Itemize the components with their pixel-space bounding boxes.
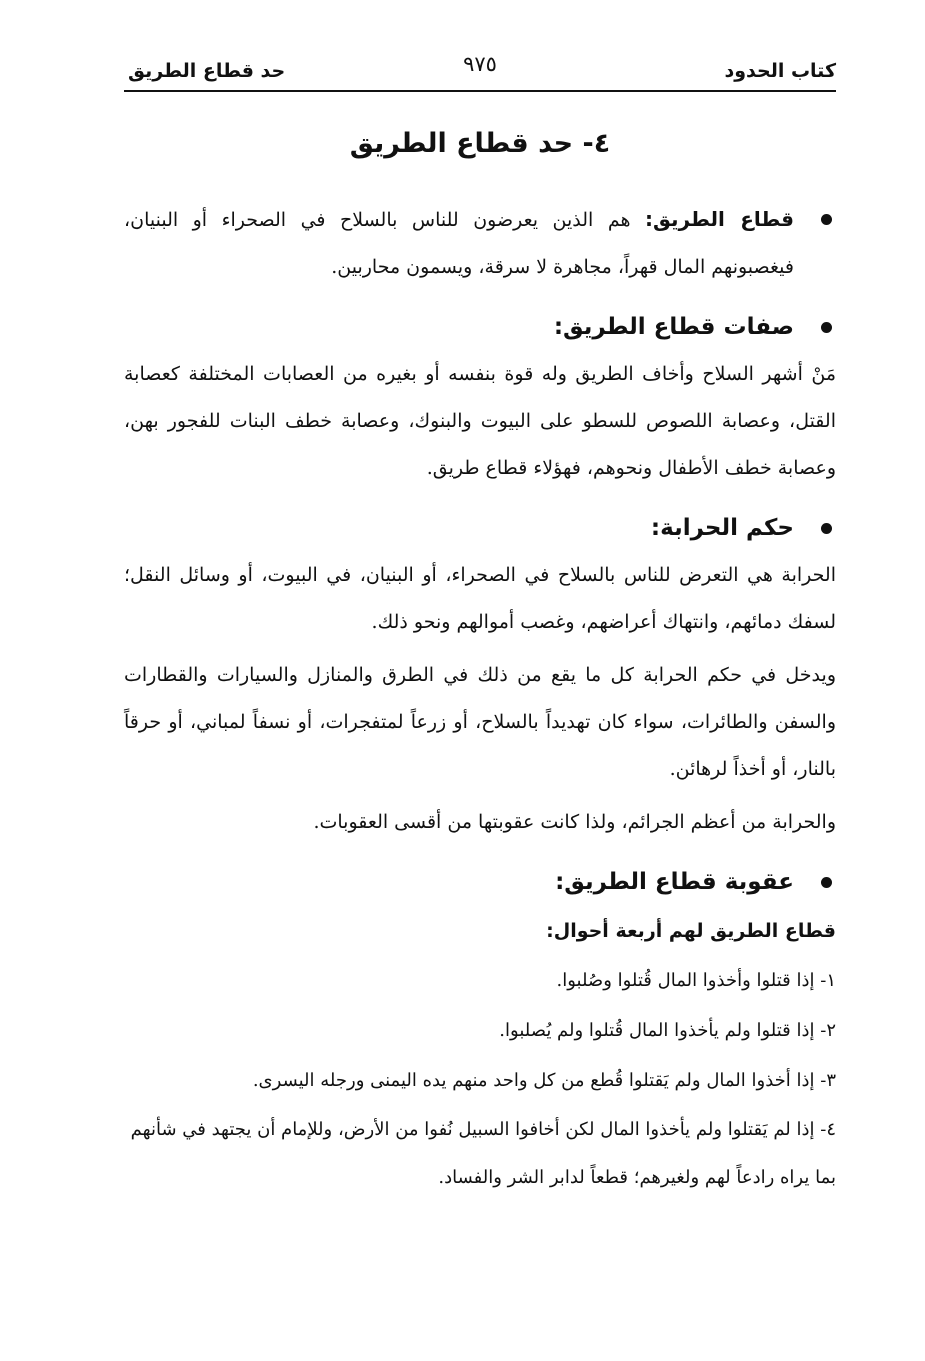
running-head-book-title: كتاب الحدود — [724, 60, 836, 82]
bullet-icon — [821, 322, 832, 333]
section-definition — [124, 196, 836, 291]
bullet-icon — [821, 523, 832, 534]
definition-lead: قطاع الطريق: — [644, 207, 794, 231]
list-item: ١- إذا قتلوا وأخذوا المال قُتلوا وصُلبوا. — [556, 970, 836, 991]
list-item: ٢- إذا قتلوا ولم يأخذوا المال قُتلوا ولم يُصلبوا. — [499, 1020, 836, 1041]
definition-paragraph — [124, 196, 794, 291]
section-punishment — [124, 858, 836, 1202]
page-body — [124, 118, 836, 1214]
bullet-icon — [821, 214, 832, 225]
running-head-section-title: حد قطاع الطريق — [128, 60, 286, 82]
section-heading: صفات قطاع الطريق: — [553, 314, 794, 340]
ruling-paragraph: الحرابة هي التعرض للناس بالسلاح في الصحراء، أو البنيان، في البيوت، أو وسائل النقل؛ لسفك دمائهم، وانتهاك أعراضهم، وغصب أموالهم ونحو ذلك. — [124, 564, 836, 633]
section-ruling — [124, 504, 836, 846]
punishment-subheading: قطاع الطريق لهم أربعة أحوال: — [546, 920, 836, 942]
definition-text: هم الذين يعرضون للناس بالسلاح في الصحراء أو البنيان، فيغصبونهم المال قهراً، مجاهرة لا سرقة، ويسمون محاربين. — [124, 209, 794, 278]
characteristics-paragraph: مَنْ أشهر السلاح وأخاف الطريق وله قوة بنفسه أو بغيره من العصابات المختلفة كعصابة القتل، وعصابة اللصوص للسطو على البيوت والبنوك، وعصابة خطف البنات للفجور بهن، وعصابة خطف الأطفال ونحوهم، فهؤلاء قطاع طريق. — [124, 363, 836, 479]
chapter-title: ٤- حد قطاع الطريق — [349, 128, 611, 159]
list-item: ٣- إذا أخذوا المال ولم يَقتلوا قُطع من كل واحد منهم يده اليمنى ورجله اليسرى. — [252, 1070, 836, 1091]
ruling-paragraph: ويدخل في حكم الحرابة كل ما يقع من ذلك في الطرق والمنازل والسيارات والقطارات والسفن والطائرات، سواء كان تهديداً بالسلاح، أو زرعاً لمتفجرات، أو نسفاً لمباني، أو حرقاً بالنار، أو أخذاً لرهائن. — [124, 664, 836, 780]
section-heading: عقوبة قطاع الطريق: — [555, 869, 794, 895]
section-characteristics — [124, 303, 836, 492]
section-heading: حكم الحرابة: — [650, 515, 794, 541]
ruling-paragraph: والحرابة من أعظم الجرائم، ولذا كانت عقوبتها من أقسى العقوبات. — [313, 811, 836, 833]
page-number: ٩٧٥ — [463, 52, 497, 76]
list-item: ٤- إذا لم يَقتلوا ولم يأخذوا المال لكن أخافوا السبيل نُفوا من الأرض، وللإمام أن يجتهد في شأنهم بما يراه رادعاً لهم ولغيرهم؛ قطعاً لدابر الشر والفساد. — [130, 1119, 836, 1188]
page-header — [124, 50, 836, 92]
bullet-icon — [821, 877, 832, 888]
